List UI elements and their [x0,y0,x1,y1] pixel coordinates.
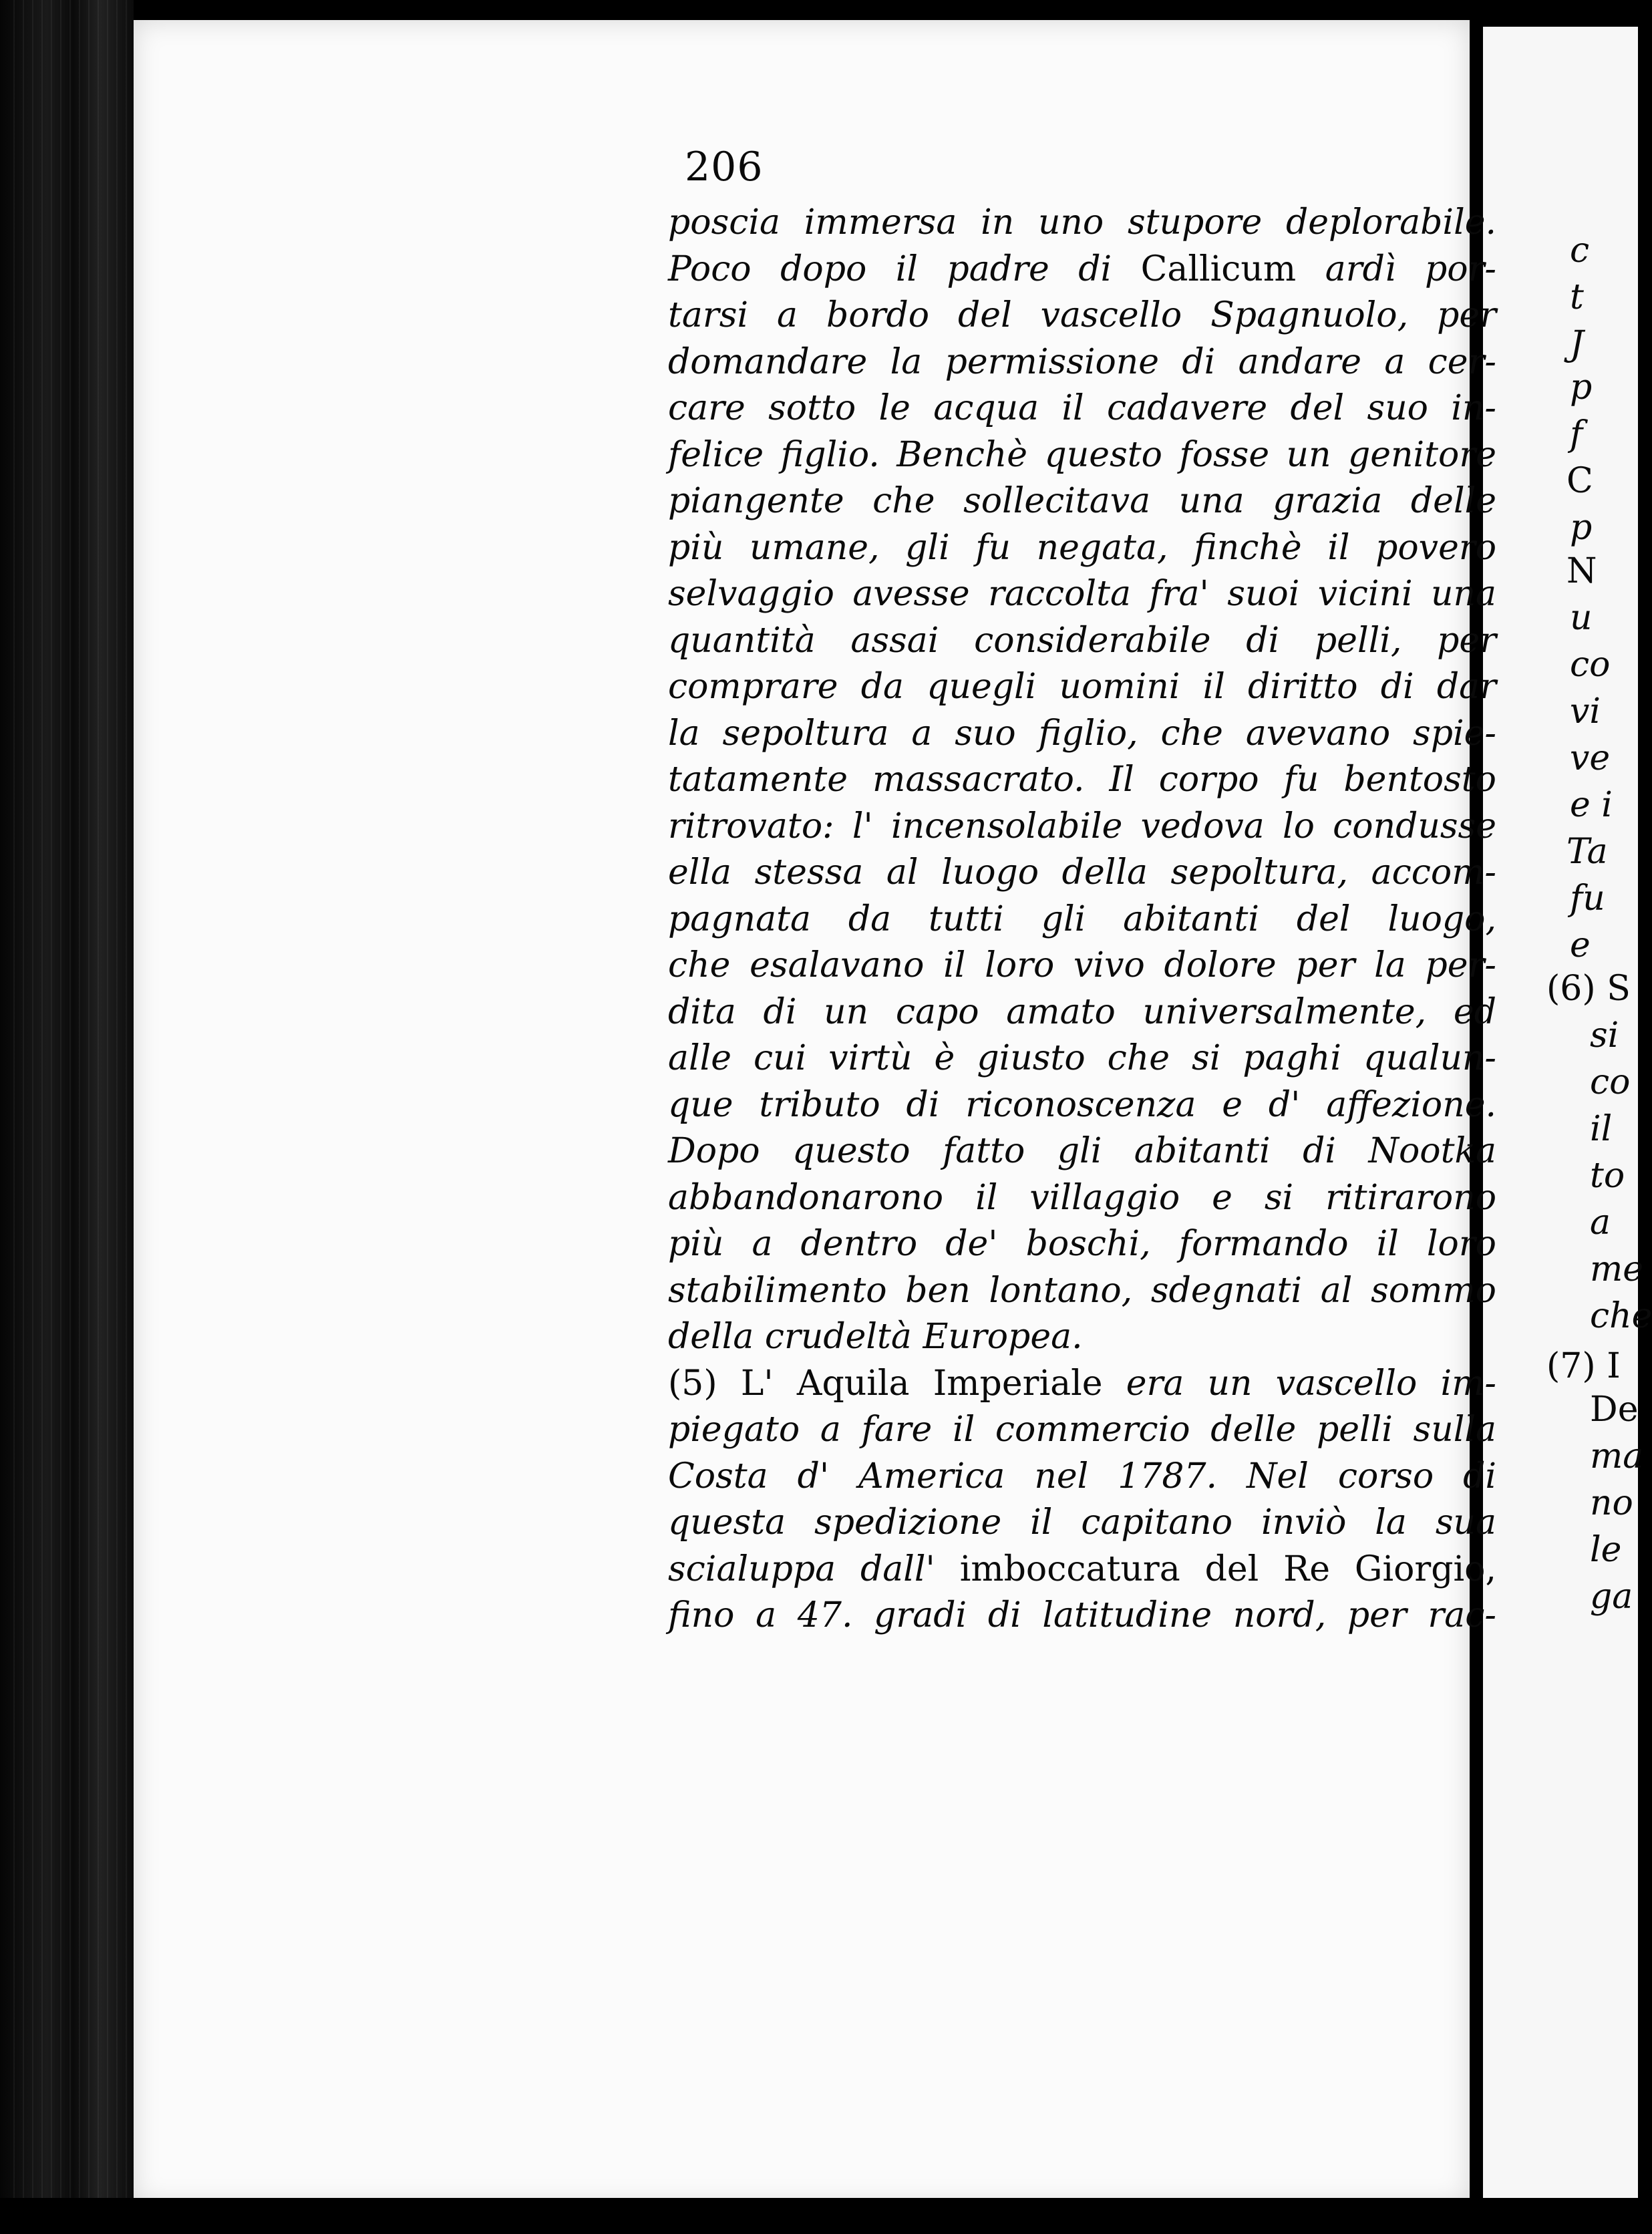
right-page-fragment: ga [1590,1577,1633,1617]
text-run: pagnata da tutti gli abitanti del luogo, [668,899,1496,939]
text-run: Poco dopo il padre di [668,249,1141,289]
right-page-fragment: le [1590,1530,1622,1570]
text-line [668,757,1496,804]
text-line [668,1268,1496,1315]
text-line [668,1082,1496,1129]
text-run: la sepoltura a suo figlio, che avevano spie- [668,713,1496,754]
text-line [668,385,1496,432]
right-page-fragment: e [1570,925,1591,965]
text-line [668,1593,1496,1639]
text-line [668,804,1496,850]
right-page-fragment: to [1590,1156,1625,1196]
right-page-fragment: no [1590,1483,1633,1523]
text-line [668,943,1496,989]
text-line [668,293,1496,339]
right-page-fragment: J [1570,324,1584,364]
right-page-fragment: c [1570,230,1590,271]
text-run: Dopo questo fatto gli abitanti di Nootka [668,1131,1496,1171]
right-page-fragment: f [1570,414,1583,454]
right-page-fragment: p [1570,367,1593,408]
text-run: (5) L' [668,1363,797,1404]
right-page-cropped [1483,27,1652,2205]
page-number: 206 [685,144,764,190]
text-run: era un vascello im- [1102,1363,1496,1404]
right-page-fragment: si [1590,1015,1619,1056]
text-line [668,525,1496,572]
text-run: abbandonarono il villaggio e si ritirarono [668,1177,1496,1218]
text-line [668,432,1496,479]
right-page-fragment: De [1590,1390,1639,1430]
text-run: selvaggio avesse raccolta fra' suoi vicini una [668,574,1496,614]
text-line [668,571,1496,618]
right-page-fragment: me [1590,1249,1644,1289]
text-run: più umane, gli fu negata, finchè il povero [668,527,1496,568]
binding-texture [13,0,127,2234]
text-run: fino a 47. gradi di latitudine nord, per rac- [668,1595,1496,1635]
text-line [668,200,1496,247]
text-line [668,1407,1496,1454]
text-line [668,1361,1496,1408]
right-page-fragment: co [1590,1062,1631,1102]
text-lines [668,200,1496,1639]
text-run: della crudeltà Europea. [668,1317,1083,1357]
text-line [668,711,1496,758]
text-line [668,1454,1496,1500]
text-line [668,339,1496,386]
text-line [668,1547,1496,1593]
bottom-scan-edge [0,2198,1638,2234]
text-line [668,247,1496,293]
text-line [668,1128,1496,1175]
text-run: ella stessa al luogo della sepoltura, accom- [668,852,1496,893]
text-line [668,989,1496,1036]
right-page-fragment: il [1590,1109,1613,1149]
right-page-fragment: a [1590,1203,1611,1243]
text-run: quantità assai considerabile di pelli, per [668,620,1496,661]
text-run: tarsi a bordo del vascello Spagnuolo, per [668,295,1496,335]
text-run: alle cui virtù è giusto che si paghi qualun- [668,1038,1496,1078]
right-page-fragment: co [1570,645,1611,685]
text-line [668,897,1496,943]
text-line [668,618,1496,665]
text-run: que tributo di riconoscenza e d' affezione. [668,1084,1496,1125]
text-run: stabilimento ben lontano, sdegnati al sommo [668,1270,1496,1311]
right-page-fragment: e i [1570,785,1613,825]
text-run: piangente che sollecitava una grazia delle [668,481,1496,521]
right-page-fragment: t [1570,277,1584,317]
right-page-fragment: che [1590,1296,1652,1336]
text-run: comprare da quegli uomini il diritto di dar [668,667,1496,707]
text-run: domandare la permissione di andare a cer- [668,341,1496,382]
text-run: poscia immersa in uno stupore deplorabile. [668,202,1496,243]
text-line [668,1175,1496,1222]
text-line [668,850,1496,897]
right-page-fragment: C [1566,461,1593,501]
right-page-fragment: ve [1570,738,1611,778]
text-run: piegato a fare il commercio delle pelli sulla [668,1410,1496,1450]
text-line [668,1314,1496,1361]
right-page-fragment: ma [1590,1436,1644,1476]
book-binding [0,0,134,2234]
right-page-fragment: N [1566,551,1597,591]
right-page-fragment: Ta [1566,832,1608,872]
text-run: scialuppa dall' [668,1549,960,1589]
right-page-fragment: u [1570,598,1593,638]
text-line [668,1500,1496,1547]
text-run: Costa d' America nel 1787. Nel corso di [668,1456,1496,1496]
text-run: più a dentro de' boschi, formando il loro [668,1224,1496,1264]
text-run: Aquila Imperiale [796,1363,1103,1404]
text-run: tatamente massacrato. Il corpo fu bentosto [668,760,1496,800]
text-run: care sotto le acqua il cadavere del suo in- [668,388,1496,428]
text-run: imboccatura del Re Giorgio, [959,1549,1496,1589]
right-page-fragment: fu [1570,879,1605,919]
right-page-fragment: (7) I [1546,1346,1621,1386]
text-line [668,664,1496,711]
right-page-fragment: p [1570,508,1593,548]
text-run: questa spedizione il capitano inviò la sua [668,1502,1496,1543]
text-run: ritrovato: l' incensolabile vedova lo condusse [668,806,1496,846]
text-line [668,478,1496,525]
right-page-fragment: vi [1570,691,1601,732]
text-run: ardì por- [1296,249,1497,289]
text-run: felice figlio. Benchè questo fosse un genitore [668,434,1496,475]
right-page-fragment: (6) S [1546,969,1631,1009]
text-line [668,1221,1496,1268]
text-run: che esalavano il loro vivo dolore per la per- [668,945,1496,985]
text-line [668,1035,1496,1082]
text-run: Callicum [1140,249,1297,289]
text-run: dita di un capo amato universalmente, ed [668,991,1496,1032]
